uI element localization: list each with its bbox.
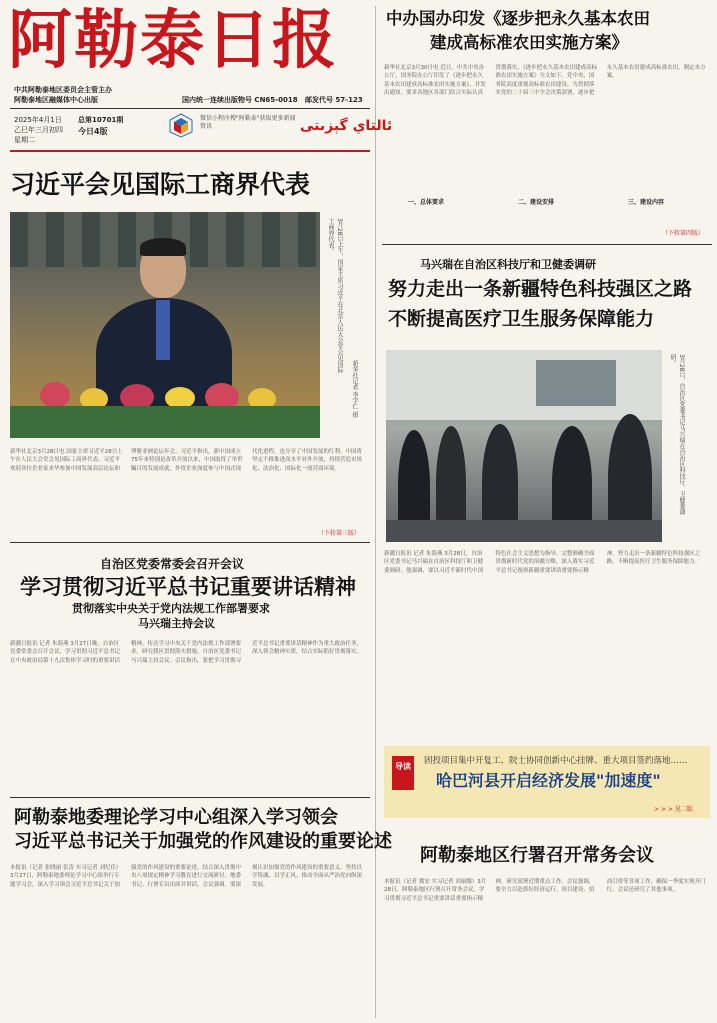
publisher-line-1: 中共阿勒泰地区委员会主管主办 [14, 86, 112, 94]
headline-ma-xingrui-1: 努力走出一条新疆特色科技强区之路 [388, 278, 693, 300]
headline-habahe[interactable]: 哈巴河县开启经济发展"加速度" [436, 771, 661, 790]
section-divider-right-1 [382, 244, 712, 245]
photo-credit-xi: 新华社记者 李学仁 摄 [351, 360, 358, 418]
headline-study-group-1: 阿勒泰地委理论学习中心组深入学习领会 [14, 807, 338, 828]
photo-caption-xi: 3月28日上午，国家主席习近平在北京人民大会堂会见国际工商界代表。 [327, 218, 343, 374]
section-divider-1 [10, 542, 370, 543]
jump-farmland: （下转第四版） [662, 230, 705, 237]
wechat-note: 微信小程序搜"阿勒泰"获取更多新闻资讯 [200, 115, 296, 130]
body-standing-committee: 新疆日报讯 记者 朱海燕 3月27日晚，自治区党委常委会召开会议，学习贯彻习近平总书记在中央政治局第十九次集体学习时的重要讲话精神，传达学习中央关于党内法规工作部署要求，研究我区贯彻落实措施。自治区党委书记马兴瑞主持会议。会议指出，要把学习贯彻习近平总书记重要讲话精神作为重大政治任务，深入领会精神实质，结合实际抓好贯彻落实。 [10, 641, 363, 664]
body-study-group: 本报讯（记者 张晓丽 张涛 实习记者 刘纪佳）3月27日，阿勒泰地委理论学习中心组举行专题学习会，深入学习领会习近平总书记关于加强党的作风建设的重要论述，结合深入贯彻中央八项规定精神学习教育进行交流研讨。地委书记、行署专员出席并讲话。会议强调，要深刻认识加强党的作风建设的重要意义，坚持以学铸魂、以学正风，推动全面从严治党向纵深发展。 [10, 865, 363, 888]
kicker-ma-xingrui: 马兴瑞在自治区科技厅和卫健委调研 [420, 258, 596, 271]
body-executive-meeting: 本报讯（记者 冀安 实习记者 刘丽娜）3月28日，阿勒泰地区行署召开常务会议，学习贯彻习近平总书记重要讲话重要指示精神，研究部署近期重点工作。会议强调，要全力以赴抓好经济运行、项目建设、招商引资等各项工作，确保一季度实现开门红。会议还研究了其他事项。 [384, 879, 706, 902]
farmland-section-1: 一、总体要求 [408, 199, 445, 206]
section-divider-2 [10, 797, 370, 798]
highlight-box-habahe[interactable] [384, 746, 710, 818]
subhead2-standing-committee: 马兴瑞主持会议 [138, 617, 215, 630]
masthead-red-rule [10, 150, 370, 152]
cn-number: 国内统一连续出版物号 CN65-0018 [182, 96, 298, 104]
headline-xi-meeting: 习近平会见国际工商界代表 [10, 170, 311, 199]
body-ma-xingrui: 新疆日报讯 记者 朱海燕 3月28日，自治区党委书记马兴瑞在自治区科技厅和卫健委调研。他强调，要以习近平新时代中国特色社会主义思想为指导，完整准确全面贯彻新时代党的治疆方略，深入落实习近平总书记视察新疆重要讲话重要指示精神，努力走出一条新疆特色科技强区之路，不断提高医疗卫生服务保障能力。 [384, 551, 701, 574]
uyghur-masthead: ئالتاي گېزىتى [300, 118, 393, 134]
publisher-line-2: 阿勒泰地区融媒体中心出版 [14, 96, 98, 104]
photo-caption-ma-xingrui: 3月28日，自治区党委书记马兴瑞在自治区科技厅、卫健委调研。 [669, 354, 685, 516]
page-count: 今日4版 [78, 127, 108, 136]
headline-executive-meeting: 阿勒泰地区行署召开常务会议 [420, 845, 654, 866]
farmland-section-3: 三、建设内容 [628, 199, 665, 206]
column-separator [375, 6, 376, 1018]
kicker-standing-committee: 自治区党委常委会召开会议 [100, 557, 245, 571]
headline-farmland-1: 中办国办印发《逐步把永久基本农田 [386, 9, 650, 28]
jump-habahe[interactable]: > > > 见二版 [654, 806, 693, 813]
subhead-standing-committee: 贯彻落实中央关于党内法规工作部署要求 [72, 602, 270, 615]
masthead-title: 阿勒泰日报 [8, 3, 338, 78]
photo-ma-xingrui [386, 350, 662, 542]
body-farmland: 新华社北京3月30日电 近日，中共中央办公厅、国务院办公厅印发了《逐步把永久基本农田建成高标准农田实施方案》，并发出通知，要求各地区各部门结合实际认真贯彻落实。《逐步把永久基本农田建成高标准农田实施方案》全文如下。党中央、国务院高度重视高标准农田建设。为贯彻落实党的二十届三中全会决策部署，逐步把永久基本农田建成高标准农田，制定本方案。 [384, 65, 706, 97]
issue-lunar: 乙巳年三月初四 [14, 126, 63, 134]
app-logo-icon [168, 112, 194, 138]
headline-farmland-2: 建成高标准农田实施方案》 [430, 33, 628, 52]
jump-xi-meeting: （下转第三版） [318, 530, 361, 537]
postal-code: 邮发代号 57-123 [305, 96, 363, 104]
photo-xi-meeting [10, 212, 320, 438]
headline-ma-xingrui-2: 不断提高医疗卫生服务保障能力 [388, 308, 655, 330]
body-xi-meeting: 新华社北京3月28日电 国家主席习近平28日上午在人民大会堂会见国际工商界代表。习近平欢迎各位企业家来华参加中国发展高层论坛和博鳌亚洲论坛年会。习近平指出，新中国成立75年来特别是改革开放以来，中国取得了举世瞩目的发展成就，外资企业深度参与中国式现代化进程，也分享了中国发展的红利。中国将坚定不移推进高水平对外开放，持续营造市场化、法治化、国际化一流营商环境。 [10, 449, 363, 472]
headline-study-group-2: 习近平总书记关于加强党的作风建设的重要论述 [14, 831, 392, 852]
issue-date: 2025年4月1日 [14, 116, 62, 124]
issue-weekday: 星期二 [14, 136, 35, 144]
issue-number: 总第10701期 [78, 116, 124, 124]
guide-tag: 导读 [392, 756, 414, 790]
masthead-divider [10, 108, 370, 109]
kicker-habahe: 固投项目集中开复工、院士协同创新中心挂牌、重大项目签约落地…… [424, 756, 688, 766]
headline-standing-committee: 学习贯彻习近平总书记重要讲话精神 [20, 574, 356, 599]
farmland-section-2: 二、建设安排 [518, 199, 555, 206]
